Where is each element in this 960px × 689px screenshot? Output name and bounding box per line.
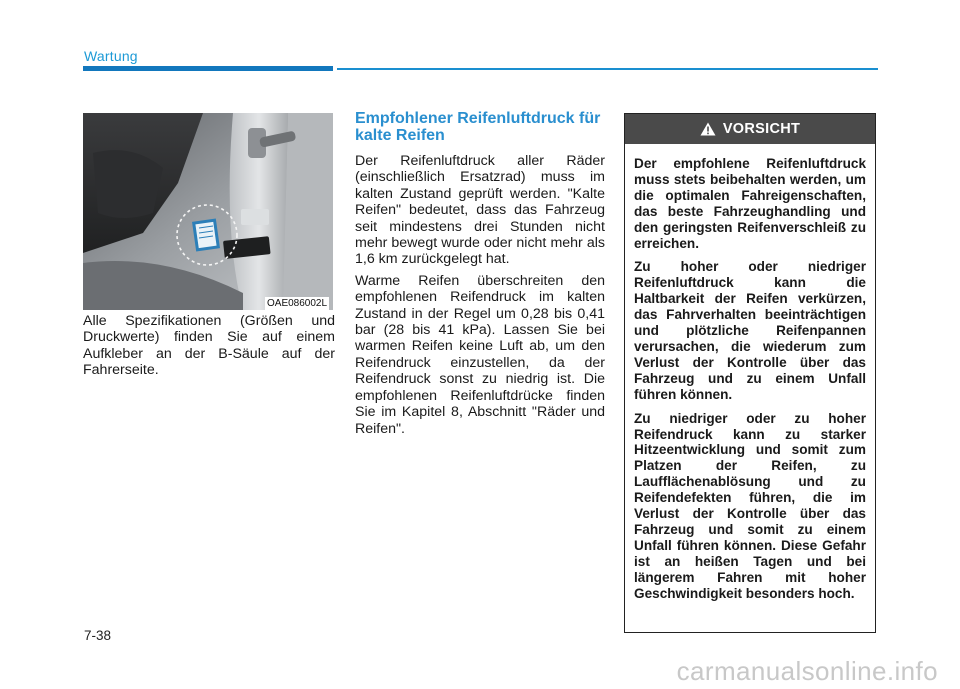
caution-paragraph: Zu hoher oder niedriger Reifenluftdruck kann die Haltbarkeit der Reifen verkürzen, das Fahrverhalten beeinträchtigen und plötzliche Reifenpannen verursachen, die wiederum zum Verlust der Kontrolle über das Fahrzeug und zu einem Unfall führen können. bbox=[634, 259, 866, 402]
b-pillar-illustration bbox=[83, 113, 333, 310]
caution-title: VORSICHT bbox=[722, 121, 801, 137]
figure-photo bbox=[83, 113, 333, 310]
caution-paragraph: Der empfohlene Reifenluftdruck muss stets beibehalten werden, um die optimalen Fahreigenschaften, das beste Fahrzeughandling und den geringsten Reifenverschleiß zu erreichen. bbox=[634, 156, 866, 251]
watermark: carmanualsonline.info bbox=[676, 656, 938, 686]
warning-triangle-icon bbox=[700, 122, 716, 136]
caution-paragraph: Zu niedriger oder zu hoher Reifendruck kann zu starker Hitzeentwicklung und somit zum Platzen der Reifen, zu Laufflächenablösung und zu Reifendefekten führen, die im Verlust der Kontrolle über das Fahrzeug und somit zu einem Unfall führen können. Diese Gefahr ist an heißen Tagen und bei längerem Fahren mit hoher Geschwindigkeit besonders hoch. bbox=[634, 410, 866, 601]
caution-body bbox=[625, 144, 875, 601]
section-title: Wartung bbox=[84, 48, 138, 64]
left-column-text: Alle Spezifikationen (Größen und Druckwerte) finden Sie auf einem Aufkleber an der B-Säule auf der Fahrerseite. bbox=[83, 313, 335, 379]
caution-box bbox=[624, 113, 876, 633]
section-heading: Empfohlener Reifenluftdruck für kalte Reifen bbox=[355, 110, 601, 144]
body-paragraph: Der Reifenluftdruck aller Räder (einschließlich Ersatzrad) muss im kalten Zustand geprüft werden. "Kalte Reifen" bedeutet, dass das Fahrzeug seit mindestens drei Stunden nicht mehr bewegt wurde oder nicht mehr als 1,6 km zurückgelegt hat. bbox=[355, 153, 605, 268]
page-number: 7-38 bbox=[84, 628, 112, 643]
figure-code: OAE086002L bbox=[267, 298, 328, 309]
header-rule-light bbox=[337, 68, 878, 70]
middle-column bbox=[355, 110, 605, 442]
caution-header bbox=[625, 114, 875, 144]
body-paragraph: Warme Reifen überschreiten den empfohlenen Reifendruck im kalten Zustand in der Regel um 0,28 bis 0,41 bar (28 bis 41 kPa). Lassen Sie bei warmen Reifen keine Luft ab, um den Reifendruck einzustellen, da der Reifendruck sonst zu niedrig ist. Die empfohlenen Reifenluftdrücke finden Sie im Kapitel 8, Abschnitt "Räder und Reifen". bbox=[355, 272, 605, 437]
header-rule-dark bbox=[83, 66, 333, 71]
